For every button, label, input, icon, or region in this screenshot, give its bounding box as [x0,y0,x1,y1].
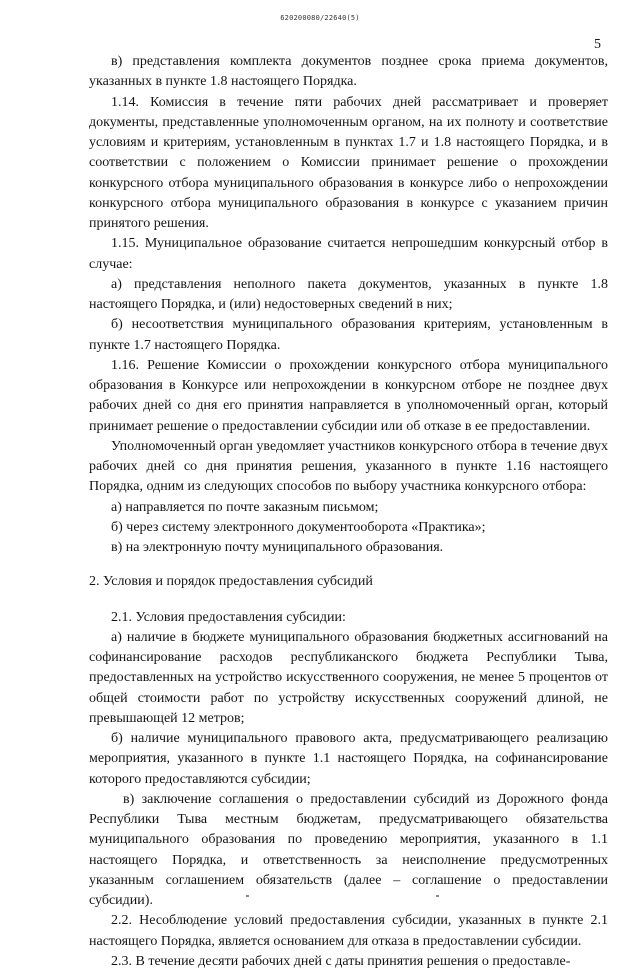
paragraph: Уполномоченный орган уведомляет участников конкурсного отбора в течение двух рабочих дней со дня принятия решения, указанного в пункте 1.16 настоящего Порядка, одним из следующих способов по выбору участника конкурсного отбора: [89,438,608,495]
paragraph: 1.16. Решение Комиссии о прохождении конкурсного отбора муниципального образования в Конкурсе или непрохождении в конкурсном отборе не позднее двух рабочих дней со дня его принятия направляется в уполномоченный орган, который принимает решение о предоставлении субсидии или об отказе в ее предоставлении. [89,357,608,434]
page-number: 5 [594,37,601,52]
paragraph: 2.3. В течение десяти рабочих дней с даты принятия решения о предоставле- [111,953,571,969]
paragraph: а) наличие в бюджете муниципального образования бюджетных ассигнований на софинансирование расходов республиканского бюджета Республики Тыва, предоставленных на устройство искусственного сооружения, не менее 5 процентов от общей стоимости работ по устройству искусственных сооружений длиной, не превышающей 12 метров; [89,629,608,726]
paragraph: 1.14. Комиссия в течение пяти рабочих дней рассматривает и проверяет документы, представленные уполномоченным органом, на их полноту и соответствие условиям и критериям, установленным в пунктах 1.7 и 1.8 настоящего Порядка, и в соответствии с положением о Комиссии принимает решение о прохождении конкурсного отбора муниципального образования в конкурсе либо о непрохождении конкурсного отбора муниципального образования в конкурсе с указанием причин принятого решения. [89,94,608,231]
document-body [89,52,608,972]
document-code: 620200080/22640(5) [280,14,360,22]
scan-marks [0,895,640,905]
paragraph: в) на электронную почту муниципального образования. [111,540,444,555]
scan-mark [436,895,439,897]
paragraph: б) через систему электронного документооборота «Практика»; [111,519,486,535]
paragraph: 2.1. Условия предоставления субсидии: [111,609,346,625]
paragraph: 2.2. Несоблюдение условий предоставления субсидии, указанных в пункте 2.1 настоящего Порядка, является основанием для отказа в предоставлении субсидии. [89,913,608,949]
paragraph: б) наличие муниципального правового акта, предусматривающего реализацию мероприятия, указанного в пункте 1.1 настоящего Порядка, на софинансирование которого предоставляются субсидии; [89,731,608,787]
scan-mark [246,895,249,897]
paragraph: б) несоответствия муниципального образования критериям, установленным в пункте 1.7 настоящего Порядка. [89,317,608,353]
paragraph: а) представления неполного пакета документов, указанных в пункте 1.8 настоящего Порядка, и (или) недостоверных сведений в них; [89,276,608,312]
paragraph: в) заключение соглашения о предоставлении субсидий из Дорожного фонда Республики Тыва местным бюджетам, предусматривающего обязательства муниципального образования по проведению мероприятия, указанного в 1.1 настоящего Порядка, и ответственность за неисполнение предусмотренных указанным соглашением обязательств (далее – соглашение о предоставлении субсидии). [89,791,608,908]
paragraph: 1.15. Муниципальное образование считается непрошедшим конкурсный отбор в случае: [89,236,608,272]
section-heading: 2. Условия и порядок предоставления субсидий [89,574,373,590]
paragraph: а) направляется по почте заказным письмом; [111,499,379,515]
paragraph: в) представления комплекта документов позднее срока приема документов, указанных в пункте 1.8 настоящего Порядка. [89,54,608,90]
